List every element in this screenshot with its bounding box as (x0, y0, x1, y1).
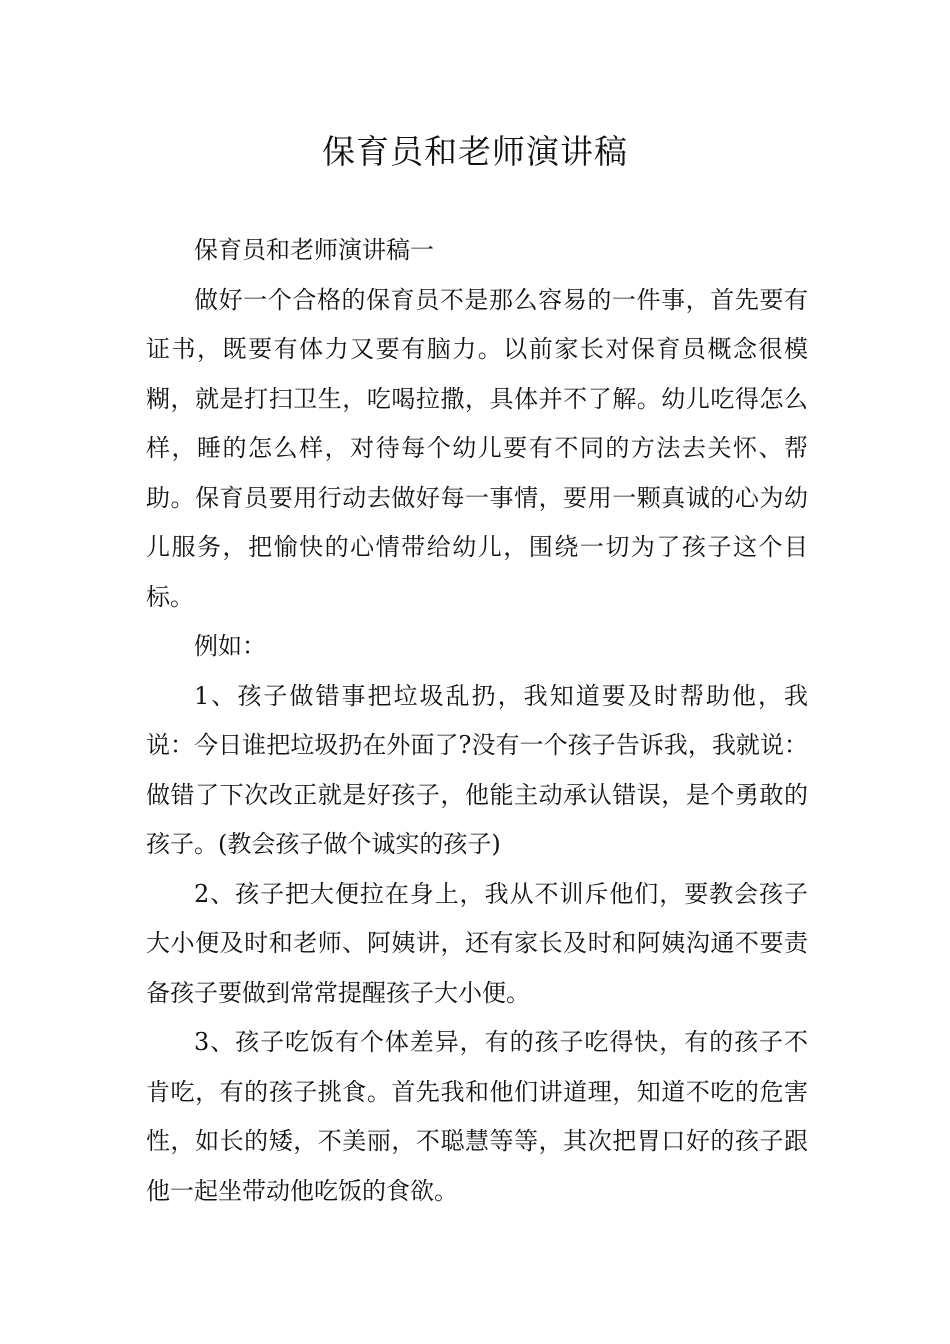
paragraph-example-3: 3、孩子吃饭有个体差异，有的孩子吃得快，有的孩子不肯吃，有的孩子挑食。首先我和他们讲道理，知道不吃的危害性，如长的矮，不美丽，不聪慧等等，其次把胃口好的孩子跟他一起坐带动他吃饭的食欲。 (146, 1028, 808, 1205)
paragraph-intro: 做好一个合格的保育员不是那么容易的一件事，首先要有证书，既要有体力又要有脑力。以前家长对保育员概念很模糊，就是打扫卫生，吃喝拉撒，具体并不了解。幼儿吃得怎么样，睡的怎么样，对待每个幼儿要有不同的方法去关怀、帮助。保育员要用行动去做好每一事情，要用一颗真诚的心为幼儿服务，把愉快的心情带给幼儿，围绕一切为了孩子这个目标。 (146, 285, 808, 611)
paragraph-subtitle: 保育员和老师演讲稿一 (194, 236, 434, 264)
paragraph-example-2: 2、孩子把大便拉在身上，我从不训斥他们，要教会孩子大小便及时和老师、阿姨讲，还有家长及时和阿姨沟通不要责备孩子要做到常常提醒孩子大小便。 (146, 879, 808, 1007)
paragraph-example-1: 1、孩子做错事把垃圾乱扔，我知道要及时帮助他，我说：今日谁把垃圾扔在外面了?没有一个孩子告诉我，我就说：做错了下次改正就是好孩子，他能主动承认错误，是个勇敢的孩子。(教会孩子做个诚实的孩子) (146, 681, 808, 858)
document-title: 保育员和老师演讲稿 (322, 132, 628, 171)
paragraph-example-heading: 例如： (194, 632, 266, 660)
document-body (146, 226, 808, 1216)
